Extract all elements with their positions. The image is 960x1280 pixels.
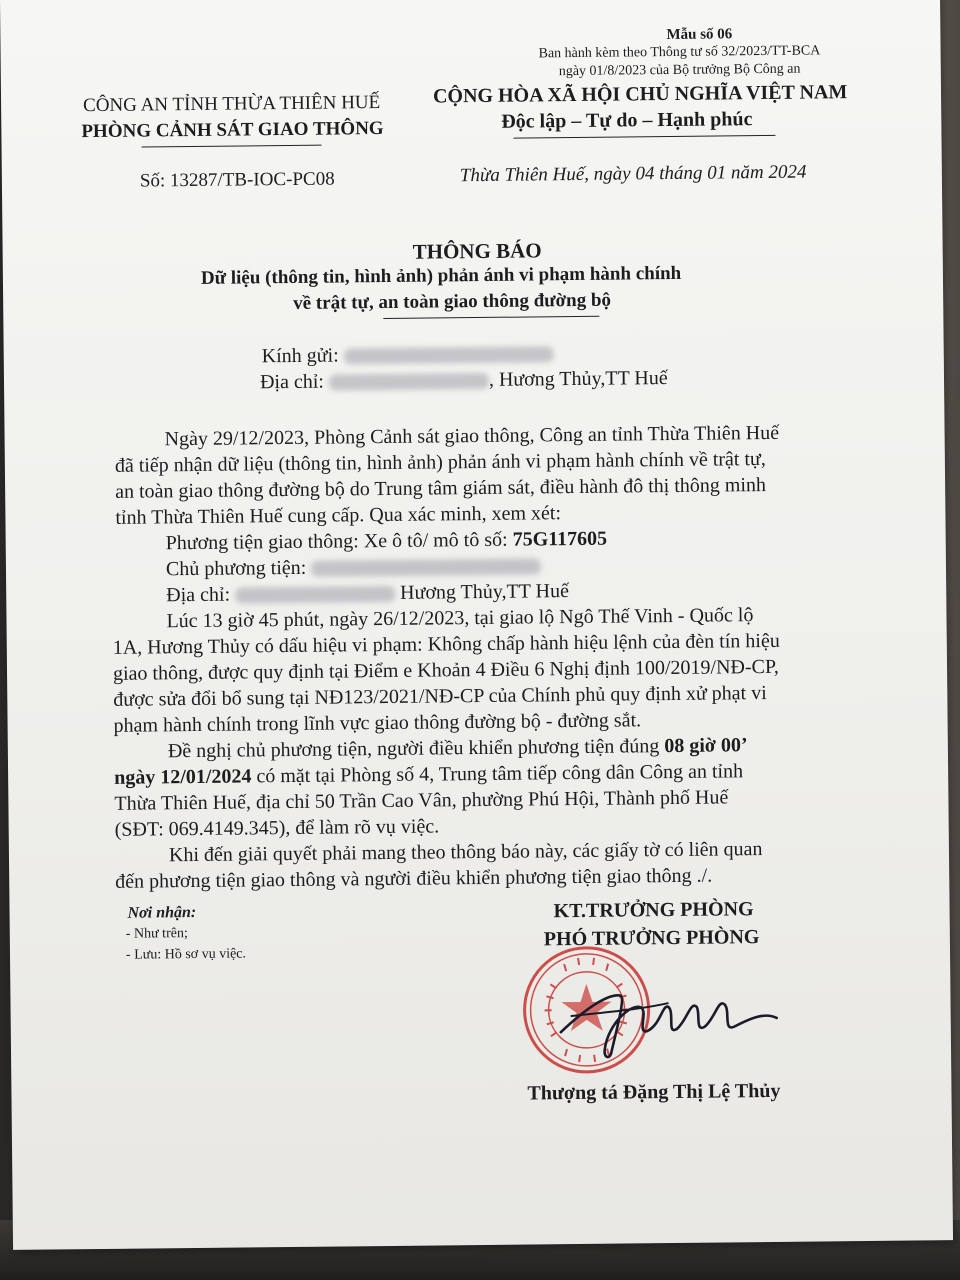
national-title: CỘNG HÒA XÃ HỘI CHỦ NGHĨA VIỆT NAM <box>432 81 848 108</box>
appointment-time: 08 giờ 00’ <box>664 734 748 758</box>
recipient-line <box>262 342 554 368</box>
owner-line <box>166 554 542 581</box>
paragraph-3-line-1-text: Đề nghị chủ phương tiện, người điều khiển phương tiện đúng <box>167 735 665 763</box>
paragraph-4-line-2: đến phương tiện giao thông và người điều khiển phương tiện giao thông ./. <box>115 864 713 893</box>
paragraph-1-line-2: đã tiếp nhận dữ liệu (thông tin, hình ảnh) phản ánh vi phạm hành chính về trật tự, <box>114 448 766 477</box>
national-motto: Độc lập – Tự do – Hạnh phúc <box>501 108 753 133</box>
owner-address-label: Địa chỉ: <box>166 583 231 607</box>
owner-address-line <box>166 580 569 607</box>
paragraph-2-line-2: 1A, Hương Thủy có dấu hiệu vi phạm: Không chấp hành hiệu lệnh của đèn tín hiệu <box>112 629 780 659</box>
document-number: Số: 13287/TB-IOC-PC08 <box>139 168 335 192</box>
recipient-address-suffix: , Hương Thủy,TT Huế <box>488 367 668 391</box>
paragraph-2-line-5: phạm hành chính trong lĩnh vực giao thông đường bộ - đường sắt. <box>113 709 642 737</box>
signer-name: Thượng tá Đặng Thị Lệ Thủy <box>527 1079 781 1105</box>
vehicle-line <box>166 528 608 556</box>
paragraph-1-line-1: Ngày 29/12/2023, Phòng Cảnh sát giao thông, Công an tỉnh Thừa Thiên Huế <box>164 421 780 451</box>
paragraph-2-line-4: được sửa đổi bổ sung tại NĐ123/2021/NĐ-CP của Chính phủ quy định xử phạt vi <box>113 682 767 711</box>
recipients-item-1: - Như trên; <box>125 926 188 942</box>
motto-underline <box>513 135 775 139</box>
paragraph-2-line-3: giao thông, được quy định tại Điểm e Khoản 4 Điều 6 Nghị định 100/2019/NĐ-CP, <box>112 655 779 685</box>
handwritten-signature <box>550 972 791 1065</box>
document-title: THÔNG BÁO <box>412 238 542 264</box>
redacted-recipient-name <box>344 347 554 365</box>
department-name: PHÒNG CẢNH SÁT GIAO THÔNG <box>81 117 384 143</box>
paragraph-3-line-4: (SĐT: 069.4149.345), để làm rõ vụ việc. <box>114 815 440 841</box>
paragraph-2-line-1: Lúc 13 giờ 45 phút, ngày 26/12/2023, tại giao lộ Ngô Thế Vinh - Quốc lộ <box>166 604 754 633</box>
vehicle-label: Phương tiện giao thông: Xe ô tô/ mô tô số: <box>165 528 513 555</box>
redacted-owner-name <box>311 559 541 577</box>
redacted-recipient-address <box>329 373 489 391</box>
document-subtitle-line-2: về trật tự, an toàn giao thông đường bộ <box>293 289 612 314</box>
recipient-address-line <box>260 367 668 394</box>
issued-note-line-1: Ban hành kèm theo Thông tư số 32/2023/TT-BCA <box>538 43 821 62</box>
subtitle-underline <box>383 316 599 319</box>
redacted-owner-address <box>235 586 395 604</box>
owner-label: Chủ phương tiện: <box>165 556 307 581</box>
signatory-title-2: PHÓ TRƯỞNG PHÒNG <box>543 926 760 951</box>
agency-name: CÔNG AN TỈNH THỪA THIÊN HUẾ <box>83 92 381 117</box>
paragraph-4-line-1: Khi đến giải quyết phải mang theo thông báo này, các giấy tờ có liên quan <box>168 838 763 867</box>
document-subtitle-line-1: Dữ liệu (thông tin, hình ảnh) phản ánh vi phạm hành chính <box>200 262 682 289</box>
license-plate: 75G117605 <box>512 527 608 551</box>
recipient-label: Kính gửi: <box>261 344 339 368</box>
issued-note-line-2: ngày 01/8/2023 của Bộ trưởng Bộ Công an <box>558 61 801 80</box>
form-number: Mẫu số 06 <box>666 26 733 44</box>
department-underline <box>142 145 322 148</box>
paragraph-1-line-4: tỉnh Thừa Thiên Huế cung cấp. Qua xác minh, xem xét: <box>115 502 562 529</box>
paragraph-3-line-2-text: có mặt tại Phòng số 4, Trung tâm tiếp công dân Công an tỉnh <box>251 760 744 788</box>
recipients-heading: Nơi nhận: <box>127 903 197 922</box>
recipients-item-2: - Lưu: Hồ sơ vụ việc. <box>125 946 247 963</box>
paragraph-3-line-3: Thừa Thiên Huế, địa chỉ 50 Trần Cao Vân, phường Phú Hội, Thành phố Huế <box>114 786 729 815</box>
owner-address-suffix: Hương Thủy,TT Huế <box>399 580 570 604</box>
signatory-title-1: KT.TRƯỞNG PHÒNG <box>553 898 754 923</box>
paragraph-3-line-2 <box>114 760 743 790</box>
paragraph-1-line-3: an toàn giao thông đường bộ do Trung tâm giám sát, điều hành đô thị thông minh <box>115 474 767 503</box>
appointment-date: ngày 12/01/2024 <box>114 765 252 789</box>
recipient-address-label: Địa chỉ: <box>259 370 325 394</box>
paragraph-3-line-1 <box>168 734 748 763</box>
place-date: Thừa Thiên Huế, ngày 04 tháng 01 năm 2024 <box>459 161 807 187</box>
